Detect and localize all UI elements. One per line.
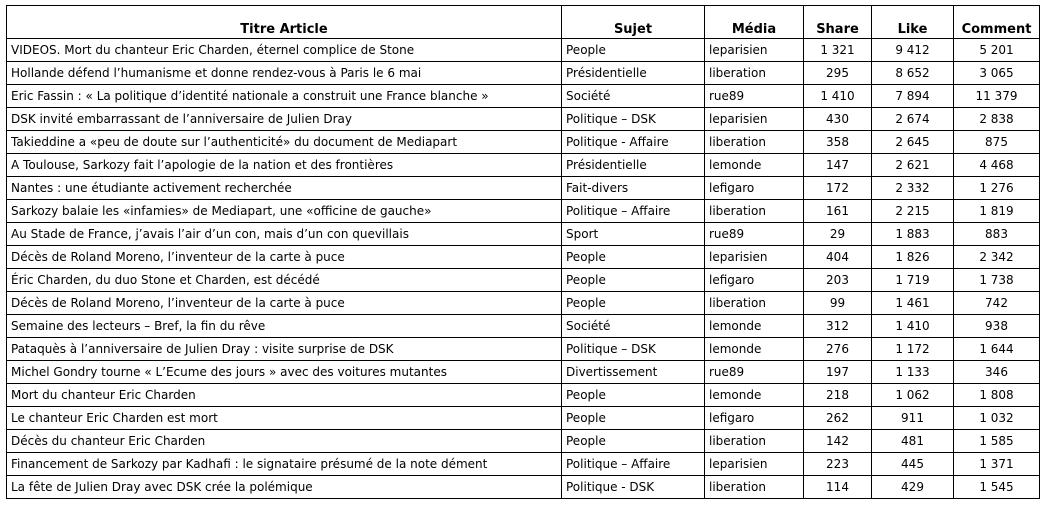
table-row xyxy=(7,85,1040,108)
header-comment: Comment xyxy=(954,6,1040,39)
cell-comment: 1 819 xyxy=(954,200,1040,223)
cell-like: 2 332 xyxy=(872,177,954,200)
cell-media: liberation xyxy=(705,430,804,453)
cell-like: 1 461 xyxy=(872,292,954,315)
cell-sujet: Société xyxy=(562,315,705,338)
cell-share: 114 xyxy=(804,476,872,499)
cell-title: Le chanteur Eric Charden est mort xyxy=(7,407,562,430)
cell-title: Décès de Roland Moreno, l’inventeur de la carte à puce xyxy=(7,292,562,315)
cell-sujet: Société xyxy=(562,85,705,108)
cell-like: 2 215 xyxy=(872,200,954,223)
cell-media: lefigaro xyxy=(705,269,804,292)
header-title: Titre Article xyxy=(7,6,562,39)
cell-sujet: Présidentielle xyxy=(562,154,705,177)
cell-like: 1 719 xyxy=(872,269,954,292)
cell-like: 1 062 xyxy=(872,384,954,407)
cell-title: VIDEOS. Mort du chanteur Eric Charden, éternel complice de Stone xyxy=(7,39,562,62)
cell-sujet: Politique - DSK xyxy=(562,476,705,499)
cell-media: lemonde xyxy=(705,338,804,361)
cell-title: Hollande défend l’humanisme et donne rendez-vous à Paris le 6 mai xyxy=(7,62,562,85)
cell-share: 161 xyxy=(804,200,872,223)
cell-title: La fête de Julien Dray avec DSK crée la polémique xyxy=(7,476,562,499)
cell-sujet: Présidentielle xyxy=(562,62,705,85)
cell-like: 481 xyxy=(872,430,954,453)
cell-media: lemonde xyxy=(705,154,804,177)
cell-media: rue89 xyxy=(705,223,804,246)
cell-like: 911 xyxy=(872,407,954,430)
cell-like: 1 826 xyxy=(872,246,954,269)
header-row xyxy=(7,6,1040,39)
cell-share: 218 xyxy=(804,384,872,407)
cell-share: 262 xyxy=(804,407,872,430)
cell-share: 1 410 xyxy=(804,85,872,108)
cell-comment: 2 342 xyxy=(954,246,1040,269)
cell-share: 312 xyxy=(804,315,872,338)
cell-media: lemonde xyxy=(705,315,804,338)
cell-share: 29 xyxy=(804,223,872,246)
cell-like: 1 410 xyxy=(872,315,954,338)
cell-like: 9 412 xyxy=(872,39,954,62)
cell-share: 147 xyxy=(804,154,872,177)
table-row xyxy=(7,453,1040,476)
cell-title: Décès de Roland Moreno, l’inventeur de la carte à puce xyxy=(7,246,562,269)
table-row xyxy=(7,223,1040,246)
cell-media: lefigaro xyxy=(705,177,804,200)
header-media: Média xyxy=(705,6,804,39)
cell-media: leparisien xyxy=(705,246,804,269)
cell-sujet: People xyxy=(562,430,705,453)
table-row xyxy=(7,338,1040,361)
cell-like: 8 652 xyxy=(872,62,954,85)
cell-comment: 3 065 xyxy=(954,62,1040,85)
cell-sujet: Politique - Affaire xyxy=(562,131,705,154)
header-like: Like xyxy=(872,6,954,39)
cell-sujet: People xyxy=(562,292,705,315)
cell-like: 1 133 xyxy=(872,361,954,384)
table-row xyxy=(7,246,1040,269)
cell-title: Financement de Sarkozy par Kadhafi : le signataire présumé de la note dément xyxy=(7,453,562,476)
cell-comment: 1 585 xyxy=(954,430,1040,453)
cell-sujet: Politique – Affaire xyxy=(562,453,705,476)
cell-title: Michel Gondry tourne « L’Ecume des jours » avec des voitures mutantes xyxy=(7,361,562,384)
table-row xyxy=(7,39,1040,62)
cell-comment: 875 xyxy=(954,131,1040,154)
cell-share: 172 xyxy=(804,177,872,200)
cell-like: 1 172 xyxy=(872,338,954,361)
cell-media: liberation xyxy=(705,292,804,315)
cell-share: 142 xyxy=(804,430,872,453)
cell-media: lefigaro xyxy=(705,407,804,430)
table-row xyxy=(7,361,1040,384)
cell-title: DSK invité embarrassant de l’anniversaire de Julien Dray xyxy=(7,108,562,131)
table-row xyxy=(7,269,1040,292)
header-share: Share xyxy=(804,6,872,39)
cell-share: 197 xyxy=(804,361,872,384)
cell-like: 2 674 xyxy=(872,108,954,131)
cell-media: liberation xyxy=(705,476,804,499)
cell-media: leparisien xyxy=(705,39,804,62)
cell-media: rue89 xyxy=(705,85,804,108)
table-row xyxy=(7,384,1040,407)
table-row xyxy=(7,476,1040,499)
cell-comment: 1 738 xyxy=(954,269,1040,292)
cell-sujet: Politique – DSK xyxy=(562,108,705,131)
cell-title: Éric Charden, du duo Stone et Charden, est décédé xyxy=(7,269,562,292)
table-row xyxy=(7,200,1040,223)
cell-sujet: People xyxy=(562,39,705,62)
cell-like: 7 894 xyxy=(872,85,954,108)
cell-title: Semaine des lecteurs – Bref, la fin du rêve xyxy=(7,315,562,338)
cell-share: 430 xyxy=(804,108,872,131)
cell-title: A Toulouse, Sarkozy fait l’apologie de la nation et des frontières xyxy=(7,154,562,177)
cell-sujet: Politique – Affaire xyxy=(562,200,705,223)
cell-media: leparisien xyxy=(705,453,804,476)
cell-comment: 1 644 xyxy=(954,338,1040,361)
cell-comment: 742 xyxy=(954,292,1040,315)
cell-share: 1 321 xyxy=(804,39,872,62)
cell-comment: 346 xyxy=(954,361,1040,384)
cell-sujet: Divertissement xyxy=(562,361,705,384)
header-sujet: Sujet xyxy=(562,6,705,39)
cell-share: 223 xyxy=(804,453,872,476)
table-header xyxy=(7,6,1040,39)
cell-like: 2 621 xyxy=(872,154,954,177)
cell-share: 404 xyxy=(804,246,872,269)
table-row xyxy=(7,315,1040,338)
table-row xyxy=(7,407,1040,430)
cell-title: Eric Fassin : « La politique d’identité nationale a construit une France blanche » xyxy=(7,85,562,108)
cell-share: 358 xyxy=(804,131,872,154)
table-row xyxy=(7,292,1040,315)
cell-sujet: Fait-divers xyxy=(562,177,705,200)
cell-like: 2 645 xyxy=(872,131,954,154)
cell-sujet: People xyxy=(562,407,705,430)
cell-share: 276 xyxy=(804,338,872,361)
cell-title: Décès du chanteur Eric Charden xyxy=(7,430,562,453)
cell-title: Takieddine a «peu de doute sur l’authenticité» du document de Mediapart xyxy=(7,131,562,154)
cell-sujet: Politique – DSK xyxy=(562,338,705,361)
cell-comment: 1 032 xyxy=(954,407,1040,430)
cell-media: liberation xyxy=(705,62,804,85)
cell-comment: 5 201 xyxy=(954,39,1040,62)
table-row xyxy=(7,177,1040,200)
cell-media: lemonde xyxy=(705,384,804,407)
table-row xyxy=(7,108,1040,131)
cell-title: Nantes : une étudiante activement recherchée xyxy=(7,177,562,200)
cell-title: Mort du chanteur Eric Charden xyxy=(7,384,562,407)
cell-comment: 883 xyxy=(954,223,1040,246)
articles-table xyxy=(6,5,1040,499)
cell-like: 429 xyxy=(872,476,954,499)
cell-sujet: People xyxy=(562,269,705,292)
cell-comment: 4 468 xyxy=(954,154,1040,177)
table-row xyxy=(7,430,1040,453)
cell-media: liberation xyxy=(705,200,804,223)
cell-comment: 11 379 xyxy=(954,85,1040,108)
cell-share: 295 xyxy=(804,62,872,85)
cell-title: Au Stade de France, j’avais l’air d’un con, mais d’un con quevillais xyxy=(7,223,562,246)
cell-like: 1 883 xyxy=(872,223,954,246)
cell-title: Pataquès à l’anniversaire de Julien Dray : visite surprise de DSK xyxy=(7,338,562,361)
cell-like: 445 xyxy=(872,453,954,476)
cell-sujet: Sport xyxy=(562,223,705,246)
cell-share: 203 xyxy=(804,269,872,292)
cell-title: Sarkozy balaie les «infamies» de Mediapart, une «officine de gauche» xyxy=(7,200,562,223)
cell-comment: 1 276 xyxy=(954,177,1040,200)
cell-comment: 938 xyxy=(954,315,1040,338)
table-row xyxy=(7,62,1040,85)
cell-comment: 1 545 xyxy=(954,476,1040,499)
cell-comment: 2 838 xyxy=(954,108,1040,131)
cell-comment: 1 371 xyxy=(954,453,1040,476)
cell-sujet: People xyxy=(562,384,705,407)
table-body xyxy=(7,39,1040,499)
cell-media: liberation xyxy=(705,131,804,154)
table-row xyxy=(7,154,1040,177)
cell-media: rue89 xyxy=(705,361,804,384)
cell-sujet: People xyxy=(562,246,705,269)
cell-media: leparisien xyxy=(705,108,804,131)
cell-comment: 1 808 xyxy=(954,384,1040,407)
cell-share: 99 xyxy=(804,292,872,315)
table-row xyxy=(7,131,1040,154)
